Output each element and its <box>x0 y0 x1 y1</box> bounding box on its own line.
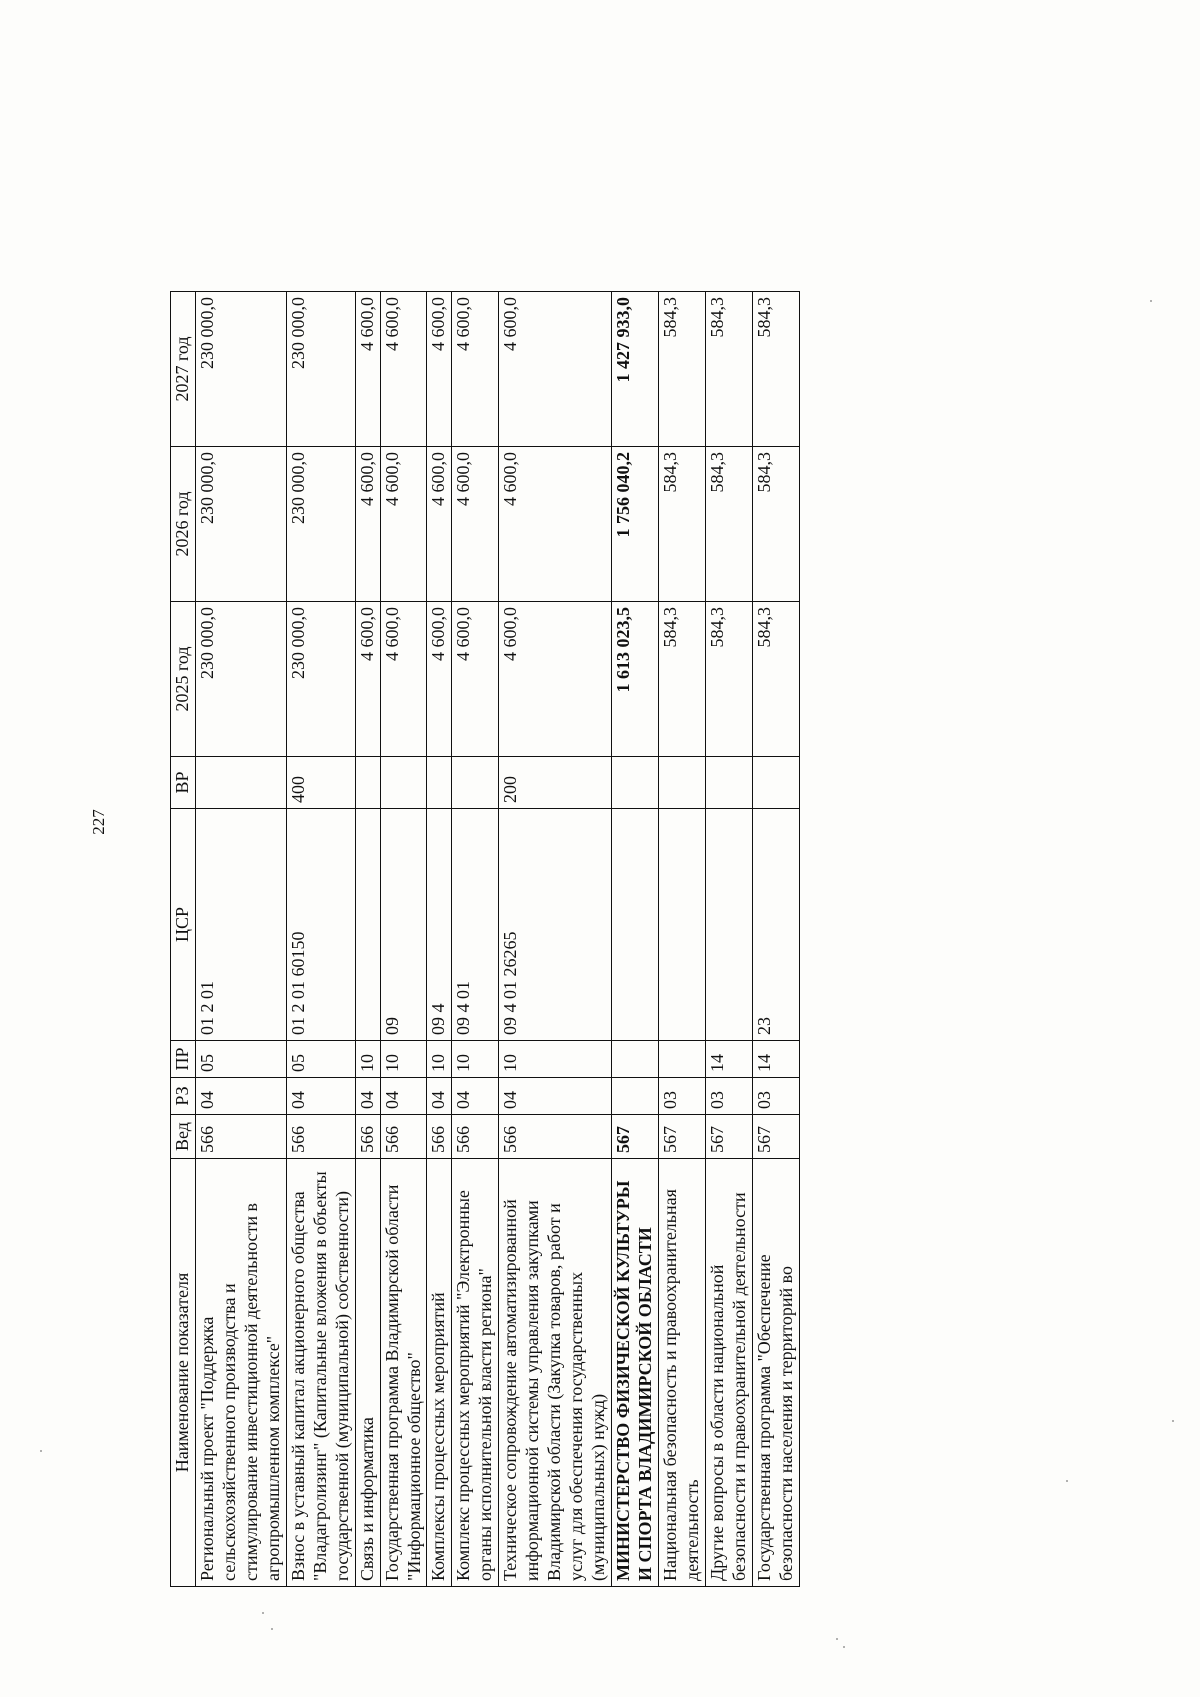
cell-y2027: 1 427 933,0 <box>612 292 659 447</box>
cell-pr: 14 <box>752 1041 799 1078</box>
table-row <box>380 292 427 1587</box>
cell-name: МИНИСТЕРСТВО ФИЗИЧЕСКОЙ КУЛЬТУРЫ И СПОРТА ВЛАДИМИРСКОЙ ОБЛАСТИ <box>612 1159 659 1587</box>
cell-y2027: 4 600,0 <box>452 292 499 447</box>
cell-rz: 04 <box>452 1078 499 1115</box>
cell-y2025: 584,3 <box>752 602 799 757</box>
cell-y2026: 584,3 <box>752 447 799 602</box>
table-body <box>195 292 799 1587</box>
cell-vr <box>380 757 427 809</box>
header-vr: ВР <box>171 757 196 809</box>
cell-vr: 200 <box>499 757 612 809</box>
cell-y2026: 4 600,0 <box>355 447 380 602</box>
scan-speck <box>836 1638 838 1640</box>
cell-name: Национальная безопасность и правоохранительная деятельность <box>659 1159 706 1587</box>
scan-speck <box>40 1450 42 1452</box>
cell-name: Комплексы процессных мероприятий <box>427 1159 452 1587</box>
cell-csr <box>355 809 380 1041</box>
cell-y2026: 4 600,0 <box>452 447 499 602</box>
scan-speck <box>1150 300 1152 302</box>
cell-y2027: 4 600,0 <box>380 292 427 447</box>
cell-csr: 09 <box>380 809 427 1041</box>
cell-ved: 566 <box>427 1115 452 1159</box>
cell-rz: 04 <box>355 1078 380 1115</box>
cell-vr <box>659 757 706 809</box>
cell-rz: 03 <box>659 1078 706 1115</box>
scan-speck <box>262 1612 264 1614</box>
cell-y2025: 4 600,0 <box>499 602 612 757</box>
table-row <box>705 292 752 1587</box>
cell-name: Государственная программа Владимирской области "Информационное общество" <box>380 1159 427 1587</box>
cell-vr <box>752 757 799 809</box>
scan-speck <box>1172 1420 1174 1422</box>
cell-y2026: 4 600,0 <box>499 447 612 602</box>
cell-csr: 01 2 01 60150 <box>286 809 355 1041</box>
cell-y2027: 4 600,0 <box>427 292 452 447</box>
cell-y2026: 4 600,0 <box>380 447 427 602</box>
cell-rz: 04 <box>499 1078 612 1115</box>
cell-pr: 10 <box>427 1041 452 1078</box>
scan-speck <box>843 1646 845 1648</box>
cell-ved: 566 <box>286 1115 355 1159</box>
cell-y2026: 4 600,0 <box>427 447 452 602</box>
cell-y2027: 584,3 <box>705 292 752 447</box>
cell-name: Государственная программа "Обеспечение безопасности населения и территорий во <box>752 1159 799 1587</box>
cell-y2025: 4 600,0 <box>427 602 452 757</box>
cell-rz: 03 <box>752 1078 799 1115</box>
cell-csr <box>705 809 752 1041</box>
table-row <box>452 292 499 1587</box>
cell-name: Другие вопросы в области национальной безопасности и правоохранительной деятельности <box>705 1159 752 1587</box>
cell-vr <box>195 757 286 809</box>
table-row <box>355 292 380 1587</box>
cell-ved: 567 <box>659 1115 706 1159</box>
cell-y2025: 584,3 <box>659 602 706 757</box>
table-row <box>286 292 355 1587</box>
header-2025: 2025 год <box>171 602 196 757</box>
cell-ved: 566 <box>499 1115 612 1159</box>
cell-y2026: 230 000,0 <box>286 447 355 602</box>
cell-name: Региональный проект "Поддержка сельскохозяйственного производства и стимулирование инвестиционной деятельности в агропромышленном комплексе" <box>195 1159 286 1587</box>
page-number: 227 <box>88 809 108 835</box>
cell-pr: 05 <box>195 1041 286 1078</box>
cell-ved: 566 <box>380 1115 427 1159</box>
cell-vr <box>705 757 752 809</box>
cell-rz: 04 <box>427 1078 452 1115</box>
cell-name: Связь и информатика <box>355 1159 380 1587</box>
table-row <box>195 292 286 1587</box>
table-row <box>499 292 612 1587</box>
cell-pr: 10 <box>380 1041 427 1078</box>
cell-y2025: 1 613 023,5 <box>612 602 659 757</box>
cell-name: Комплекс процессных мероприятий "Электронные органы исполнительной власти региона" <box>452 1159 499 1587</box>
scan-speck <box>271 1628 273 1630</box>
scan-speck <box>1066 1480 1068 1482</box>
budget-table <box>170 291 800 1587</box>
cell-y2025: 230 000,0 <box>286 602 355 757</box>
cell-y2027: 230 000,0 <box>286 292 355 447</box>
cell-ved: 566 <box>452 1115 499 1159</box>
cell-y2027: 230 000,0 <box>195 292 286 447</box>
cell-y2025: 230 000,0 <box>195 602 286 757</box>
cell-y2027: 584,3 <box>752 292 799 447</box>
cell-vr <box>612 757 659 809</box>
cell-name: Техническое сопровождение автоматизированной информационной системы управления закупками Владимирской области (Закупка товаров, работ и услуг для обеспечения государственных (муниципальных) нужд) <box>499 1159 612 1587</box>
table-row <box>612 292 659 1587</box>
cell-rz <box>612 1078 659 1115</box>
cell-name: Взнос в уставный капитал акционерного общества "Владагролизинг" (Капитальные вложения в объекты государственной (муниципальной) собственности) <box>286 1159 355 1587</box>
table-row <box>427 292 452 1587</box>
cell-y2026: 584,3 <box>705 447 752 602</box>
header-name: Наименование показателя <box>171 1159 196 1587</box>
header-rz: РЗ <box>171 1078 196 1115</box>
cell-y2026: 230 000,0 <box>195 447 286 602</box>
cell-ved: 567 <box>705 1115 752 1159</box>
cell-rz: 04 <box>195 1078 286 1115</box>
cell-y2025: 4 600,0 <box>355 602 380 757</box>
cell-rz: 03 <box>705 1078 752 1115</box>
cell-y2025: 4 600,0 <box>452 602 499 757</box>
cell-vr: 400 <box>286 757 355 809</box>
header-csr: ЦСР <box>171 809 196 1041</box>
header-pr: ПР <box>171 1041 196 1078</box>
cell-csr: 09 4 <box>427 809 452 1041</box>
cell-csr: 23 <box>752 809 799 1041</box>
cell-pr: 10 <box>499 1041 612 1078</box>
cell-pr: 10 <box>452 1041 499 1078</box>
cell-y2027: 4 600,0 <box>499 292 612 447</box>
cell-y2025: 4 600,0 <box>380 602 427 757</box>
cell-ved: 567 <box>752 1115 799 1159</box>
cell-csr: 01 2 01 <box>195 809 286 1041</box>
cell-csr <box>659 809 706 1041</box>
header-row <box>171 292 196 1587</box>
header-ved: Вед <box>171 1115 196 1159</box>
cell-vr <box>355 757 380 809</box>
cell-csr <box>612 809 659 1041</box>
table-row <box>752 292 799 1587</box>
cell-pr <box>612 1041 659 1078</box>
cell-vr <box>452 757 499 809</box>
cell-ved: 566 <box>195 1115 286 1159</box>
cell-y2027: 4 600,0 <box>355 292 380 447</box>
rotated-page <box>0 117 1200 1697</box>
cell-csr: 09 4 01 26265 <box>499 809 612 1041</box>
cell-ved: 567 <box>612 1115 659 1159</box>
cell-pr: 10 <box>355 1041 380 1078</box>
cell-rz: 04 <box>380 1078 427 1115</box>
cell-vr <box>427 757 452 809</box>
header-2026: 2026 год <box>171 447 196 602</box>
cell-pr <box>659 1041 706 1078</box>
cell-ved: 566 <box>355 1115 380 1159</box>
cell-y2026: 584,3 <box>659 447 706 602</box>
cell-rz: 04 <box>286 1078 355 1115</box>
cell-y2027: 584,3 <box>659 292 706 447</box>
cell-pr: 14 <box>705 1041 752 1078</box>
table-row <box>659 292 706 1587</box>
cell-csr: 09 4 01 <box>452 809 499 1041</box>
cell-y2025: 584,3 <box>705 602 752 757</box>
header-2027: 2027 год <box>171 292 196 447</box>
cell-y2026: 1 756 040,2 <box>612 447 659 602</box>
cell-pr: 05 <box>286 1041 355 1078</box>
